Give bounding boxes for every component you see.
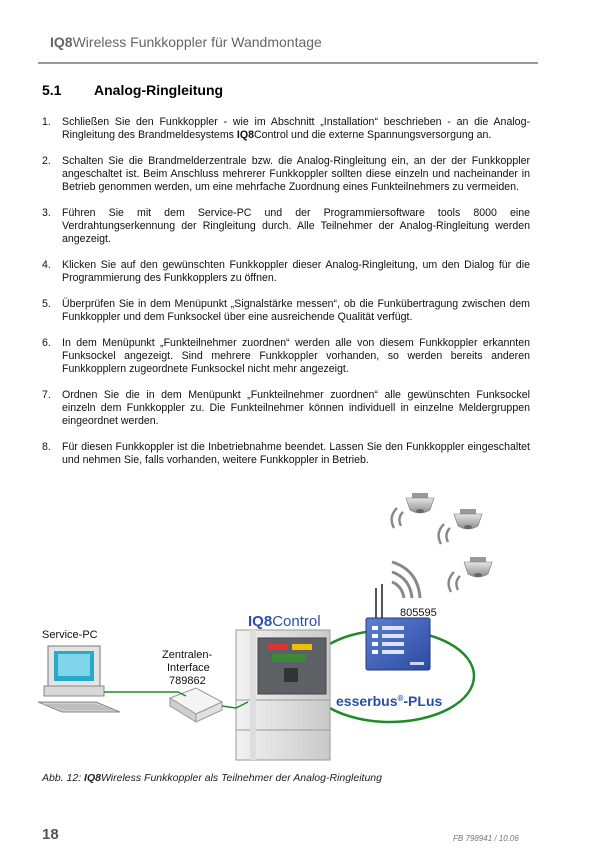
coupler-number: 805595 [400, 607, 437, 619]
step-text-end: Control und die externe Spannungsversorgung an. [253, 129, 492, 141]
step-text: Überprüfen Sie in dem Menüpunkt „Signalstärke messen“, ob die Funkübertragung zwischen dem Funkkoppler und dem Funksockel über eine ausreichende Qualität verfügt. [62, 298, 530, 323]
bus-suffix: -PLus [403, 693, 443, 709]
smoke-detector-icon [454, 509, 482, 529]
page-number: 18 [42, 826, 59, 843]
step-text: Klicken Sie auf den gewünschten Funkkoppler dieser Analog-Ringleitung, um den Dialog für die Programmierung des Funkkopplers zu öffnen. [62, 259, 530, 284]
step-number: 6. [42, 337, 51, 349]
step-text: Schalten Sie die Brandmelderzentrale bzw. die Analog-Ringleitung ein, an der der Funkkoppler angeschaltet ist. Beim Anschluss mehrerer Funkkoppler sollten diese einzeln und nacheinander in Betrieb genommen werden, um eine mehrfache Zuordnung eines Funkteilnehmers zu vermeiden. [62, 155, 530, 193]
central-interface-device [170, 688, 222, 722]
step-number: 8. [42, 441, 51, 453]
section-title: Analog-Ringleitung [94, 82, 224, 98]
bus-label [336, 693, 442, 709]
figure-caption [42, 772, 382, 784]
section-heading [42, 82, 223, 98]
radio-waves-icon [439, 524, 450, 544]
step-number: 5. [42, 298, 51, 310]
header-title: Wireless Funkkoppler für Wandmontage [72, 34, 322, 50]
step-6 [42, 337, 530, 376]
computer-icon [38, 646, 120, 712]
radio-waves-icon [449, 572, 460, 592]
step-7 [42, 389, 530, 428]
bus-name: esserbus [336, 693, 398, 709]
radio-waves-icon [392, 508, 403, 528]
smoke-detector-icon [464, 557, 492, 577]
step-2 [42, 155, 530, 194]
step-4 [42, 259, 530, 285]
document-reference: FB 798941 / 10.06 [453, 834, 519, 843]
step-text: Für diesen Funkkoppler ist die Inbetriebnahme beendet. Lassen Sie den Funkkoppler eingeschaltet und nehmen Sie, falls vorhanden, weitere Funkkoppler in Betrieb. [62, 441, 530, 466]
caption-prefix: Abb. 12: [42, 772, 85, 784]
step-text-bold: IQ8 [236, 129, 254, 141]
step-8 [42, 441, 530, 467]
control-name: Control [272, 613, 321, 630]
header-brand: IQ8 [50, 34, 73, 50]
step-text: Führen Sie mit dem Service-PC und der Programmiersoftware tools 8000 eine Verdrahtungserkennung der Ringleitung durch. Alle Teilnehmer der Analog-Ringleitung werden angezeigt. [62, 207, 530, 245]
interface-label-line1: Zentralen- [162, 649, 213, 661]
step-3 [42, 207, 530, 246]
running-header [50, 34, 322, 50]
radio-waves-icon [392, 562, 420, 598]
step-text: Ordnen Sie die in dem Menüpunkt „Funkteilnehmer zuordnen“ alle gewünschten Funksockel einzeln dem Funkkoppler zu. Die Funkteilnehmer können individuell in einzelne Meldergruppen eingeordnet werden. [62, 389, 530, 427]
caption-brand: IQ8 [84, 772, 101, 784]
service-pc-label: Service-PC [42, 629, 98, 641]
fire-control-panel [236, 630, 330, 760]
step-5 [42, 298, 530, 324]
step-text: Schließen Sie den Funkkoppler - wie im Abschnitt „Installation“ beschrieben - an die Analog-Ringleitung des Brandmeldesystems [62, 116, 530, 141]
step-number: 3. [42, 207, 51, 219]
interface-number: 789862 [169, 675, 206, 687]
caption-text: Wireless Funkkoppler als Teilnehmer der Analog-Ringleitung [100, 772, 382, 784]
step-1 [42, 116, 530, 142]
pc-cable [104, 692, 186, 696]
control-brand: IQ8 [248, 613, 273, 630]
smoke-detector-icon [406, 493, 434, 513]
step-number: 4. [42, 259, 51, 271]
system-diagram [36, 480, 536, 770]
step-number: 1. [42, 116, 51, 128]
section-number: 5.1 [42, 82, 62, 98]
control-panel-title [248, 613, 321, 630]
step-number: 7. [42, 389, 51, 401]
bus-registered-mark: ® [397, 694, 404, 703]
interface-label-line2: Interface [167, 662, 210, 674]
step-number: 2. [42, 155, 51, 167]
step-text: In dem Menüpunkt „Funkteilnehmer zuordnen“ werden alle von diesem Funkkoppler erkannten Funksockel angezeigt. Sind mehrere Funkkoppler vorhanden, so werden bereits anderen Funkkopplern zugeordnete Funksockel nicht mehr angezeigt. [62, 337, 530, 375]
instruction-list [42, 116, 530, 480]
header-divider [38, 62, 538, 64]
